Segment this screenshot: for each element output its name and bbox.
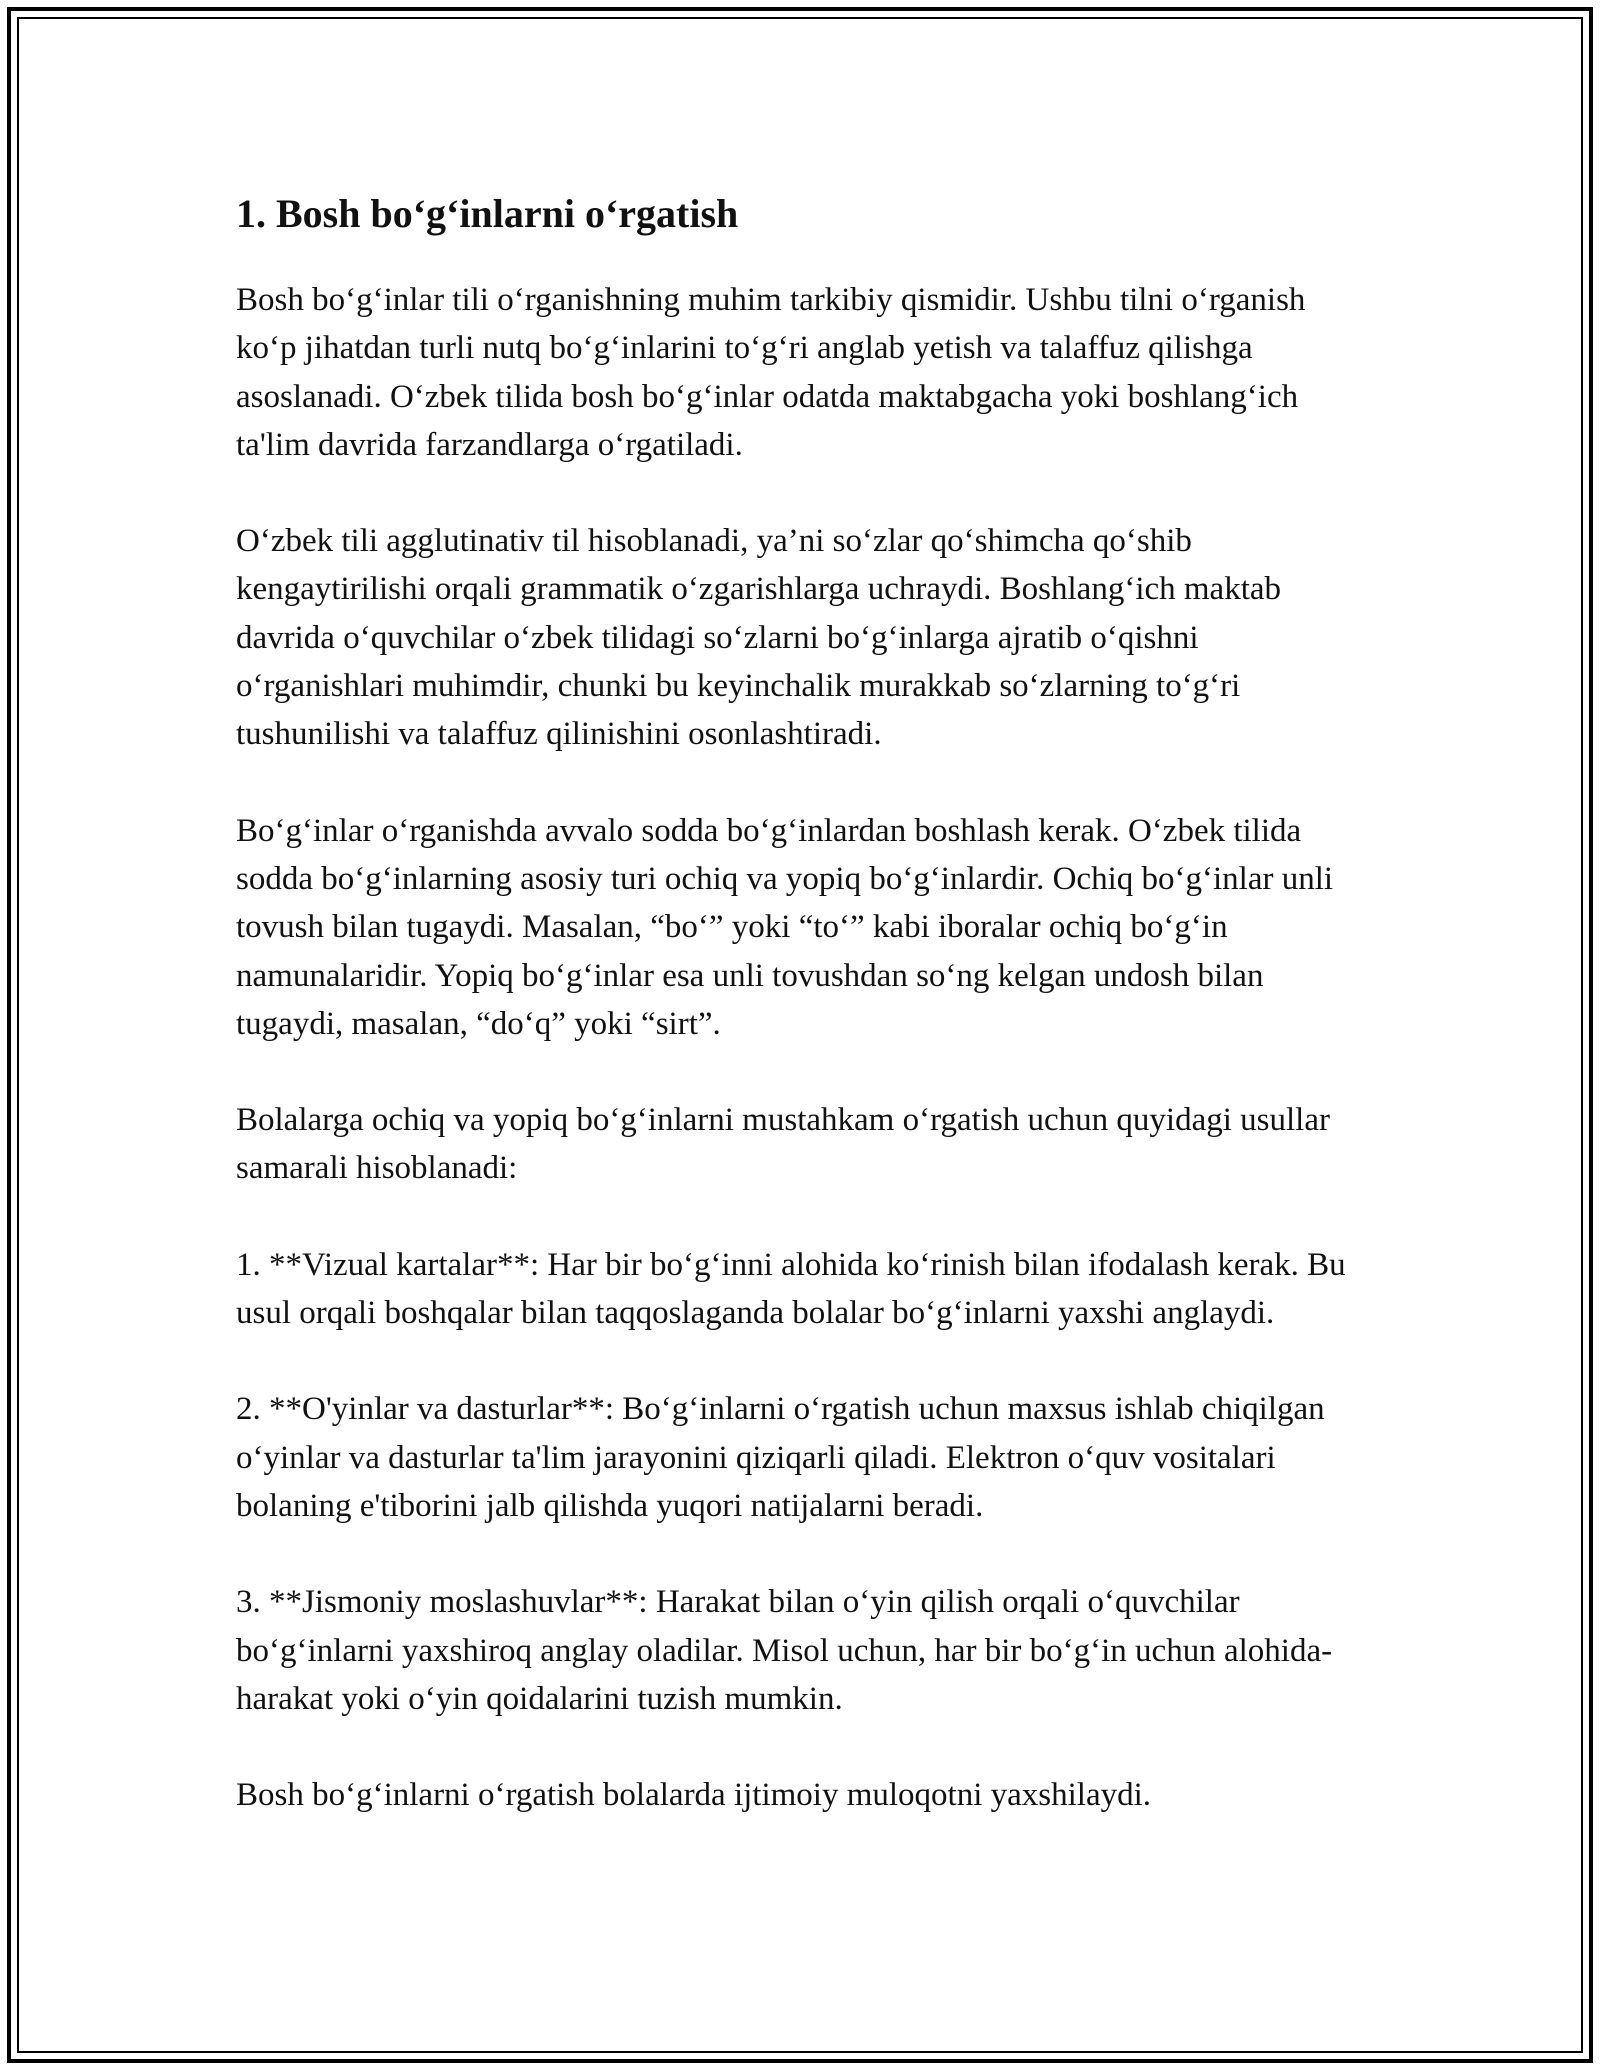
list-item-visual-cards: 1. **Vizual kartalar**: Har bir bo‘g‘inni alohida ko‘rinish bilan ifodalash kerak. Bu usul orqali boshqalar bilan taqqoslaganda bolalar bo‘g‘inlarni yaxshi anglaydi. xyxy=(236,1246,1346,1332)
document-body xyxy=(236,186,1366,1819)
paragraph-methods-intro: Bolalarga ochiq va yopiq bo‘g‘inlarni mustahkam o‘rgatish uchun quyidagi usullar samarali hisoblanadi: xyxy=(236,1102,1330,1187)
paragraph-agglutinative: O‘zbek tili agglutinativ til hisoblanadi, ya’ni so‘zlar qo‘shimcha qo‘shib kengaytirilishi orqali grammatik o‘zgarishlarga uchraydi. Boshlang‘ich maktab davrida o‘quvchilar o‘zbek tilidagi so‘zlarni bo‘g‘inlarga ajratib o‘qishni o‘rganishlari muhimdir, chunki bu keyinchalik murakkab so‘zlarning to‘g‘ri tushunilishi va talaffuz qilinishini osonlashtiradi. xyxy=(236,523,1282,753)
list-item-games-programs: 2. **O'yinlar va dasturlar**: Bo‘g‘inlarni o‘rgatish uchun maxsus ishlab chiqilgan o‘yinlar va dasturlar ta'lim jarayonini qiziqarli qiladi. Elektron o‘quv vositalari bolaning e'tiborini jalb qilishda yuqori natijalarni beradi. xyxy=(236,1391,1325,1524)
paragraph-syllable-types: Bo‘g‘inlar o‘rganishda avvalo sodda bo‘g‘inlardan boshlash kerak. O‘zbek tilida sodda bo‘g‘inlarning asosiy turi ochiq va yopiq bo‘g‘inlardir. Ochiq bo‘g‘inlar unli tovush bilan tugaydi. Masalan, “bo‘” yoki “to‘” kabi iboralar ochiq bo‘g‘in namunalaridir. Yopiq bo‘g‘inlar esa unli tovushdan so‘ng kelgan undosh bilan tugaydi, masalan, “do‘q” yoki “sirt”. xyxy=(236,812,1334,1042)
list-item-physical-adaptations: 3. **Jismoniy moslashuvlar**: Harakat bilan o‘yin qilish orqali o‘quvchilar bo‘g‘inlarni yaxshiroq anglay oladilar. Misol uchun, har bir bo‘g‘in uchun alohida-harakat yoki o‘yin qoidalarini tuzish mumkin. xyxy=(236,1584,1333,1717)
section-heading: 1. Bosh bo‘g‘inlarni o‘rgatish xyxy=(236,191,739,236)
paragraph-intro: Bosh bo‘g‘inlar tili o‘rganishning muhim tarkibiy qismidir. Ushbu tilni o‘rganish ko‘p jihatdan turli nutq bo‘g‘inlarini to‘g‘ri anglab yetish va talaffuz qilishga asoslanadi. O‘zbek tilida bosh bo‘g‘inlar odatda maktabgacha yoki boshlang‘ich ta'lim davrida farzandlarga o‘rgatiladi. xyxy=(236,282,1306,463)
paragraph-conclusion: Bosh bo‘g‘inlarni o‘rgatish bolalarda ijtimoiy muloqotni yaxshilaydi. xyxy=(236,1777,1152,1814)
